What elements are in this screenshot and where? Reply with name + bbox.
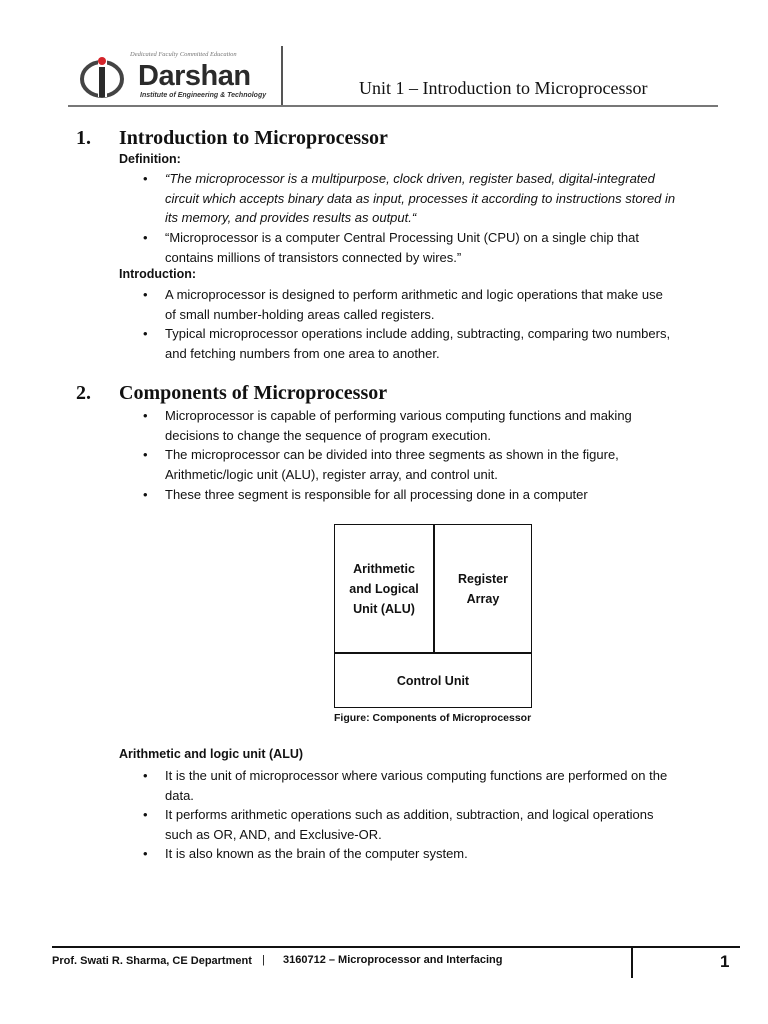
text-line: A microprocessor is designed to perform arithmetic and logic operations that make use (165, 287, 663, 302)
figure-alu-line: and Logical (349, 581, 419, 596)
text-line: data. (165, 787, 194, 803)
alu-heading: Arithmetic and logic unit (ALU) (119, 747, 304, 761)
text-line: It is also known as the brain of the computer system. (165, 846, 468, 861)
figure-caption: Figure: Components of Microprocessor (334, 712, 532, 724)
bullet-icon: • (143, 171, 148, 186)
section-2-title: Components of Microprocessor (119, 382, 388, 404)
text-line: contains millions of transistors connected by wires.” (165, 249, 462, 265)
figure-alu-line: Unit (ALU) (353, 601, 415, 616)
text-line: and fetching numbers from one area to another. (165, 345, 440, 361)
section-1-title: Introduction to Microprocessor (119, 127, 388, 149)
footer-rule (52, 946, 740, 948)
bullet-icon: • (143, 287, 148, 302)
figure-alu-cell (335, 525, 433, 652)
text-line: such as OR, AND, and Exclusive-OR. (165, 826, 382, 842)
footer-divider (631, 946, 633, 978)
unit-title: Unit 1 – Introduction to Microprocessor (359, 78, 648, 98)
figure-control-unit-label: Control Unit (396, 673, 470, 688)
text-line: The microprocessor can be divided into three segments as shown in the figure, (165, 447, 619, 462)
footer-separator: | (262, 954, 265, 966)
bullet-icon: • (143, 487, 148, 502)
bullet-icon: • (143, 807, 148, 822)
text-line: “The microprocessor is a multipurpose, clock driven, register based, digital-integrated (165, 171, 655, 186)
logo-brand: Darshan (138, 60, 251, 92)
text-line: These three segment is responsible for all processing done in a computer (165, 487, 588, 502)
footer-author: Prof. Swati R. Sharma, CE Department (52, 955, 252, 967)
figure-alu-line: Arithmetic (353, 561, 415, 576)
page-number: 1 (720, 952, 730, 971)
definition-item-1 (165, 169, 708, 228)
bullet-icon: • (143, 230, 148, 245)
introduction-label: Introduction: (119, 267, 197, 281)
darshan-logo-mark-icon (78, 55, 136, 101)
figure-control-unit-cell (335, 654, 531, 707)
introduction-item-2 (165, 324, 708, 363)
alu-item-3 (165, 844, 708, 864)
alu-item-1 (165, 766, 708, 805)
section-1-number: 1. (76, 127, 91, 149)
components-item-1 (165, 406, 708, 445)
logo-institute: Institute of Engineering & Technology (140, 92, 267, 99)
introduction-item-1 (165, 285, 708, 324)
text-line: of small number-holding areas called registers. (165, 306, 435, 322)
components-item-3 (165, 485, 708, 505)
figure-register-line: Register (457, 571, 509, 586)
text-line: Microprocessor is capable of performing various computing functions and making (165, 408, 632, 423)
alu-item-2 (165, 805, 708, 844)
figure-register-cell (435, 525, 531, 652)
figure-register-line: Array (466, 591, 500, 606)
bullet-icon: • (143, 326, 148, 341)
footer-course: 3160712 – Microprocessor and Interfacing (283, 954, 503, 966)
text-line: It performs arithmetic operations such as addition, subtraction, and logical operations (165, 807, 654, 822)
bullet-icon: • (143, 846, 148, 861)
text-line: It is the unit of microprocessor where various computing functions are performed on the (165, 768, 668, 783)
bullet-icon: • (143, 408, 148, 423)
bullet-icon: • (143, 447, 148, 462)
section-2-number: 2. (76, 382, 91, 404)
text-line: Typical microprocessor operations include adding, subtracting, comparing two numbers, (165, 326, 671, 341)
header-rule (68, 105, 718, 107)
text-line: decisions to change the sequence of program execution. (165, 427, 491, 443)
text-line: “Microprocessor is a computer Central Processing Unit (CPU) on a single chip that (165, 230, 639, 245)
institute-logo (78, 49, 270, 105)
logo-tagline: Dedicated Faculty Committed Education (130, 51, 237, 58)
definition-label: Definition: (119, 152, 181, 166)
text-line: its memory, and provides results as output.“ (165, 210, 417, 225)
text-line: Arithmetic/logic unit (ALU), register array, and control unit. (165, 466, 498, 482)
components-item-2 (165, 445, 708, 484)
bullet-icon: • (143, 768, 148, 783)
definition-item-2 (165, 228, 708, 267)
header-divider (281, 46, 283, 106)
text-line: circuit which accepts binary data as input, processes it according to instructions stored in (165, 190, 676, 206)
